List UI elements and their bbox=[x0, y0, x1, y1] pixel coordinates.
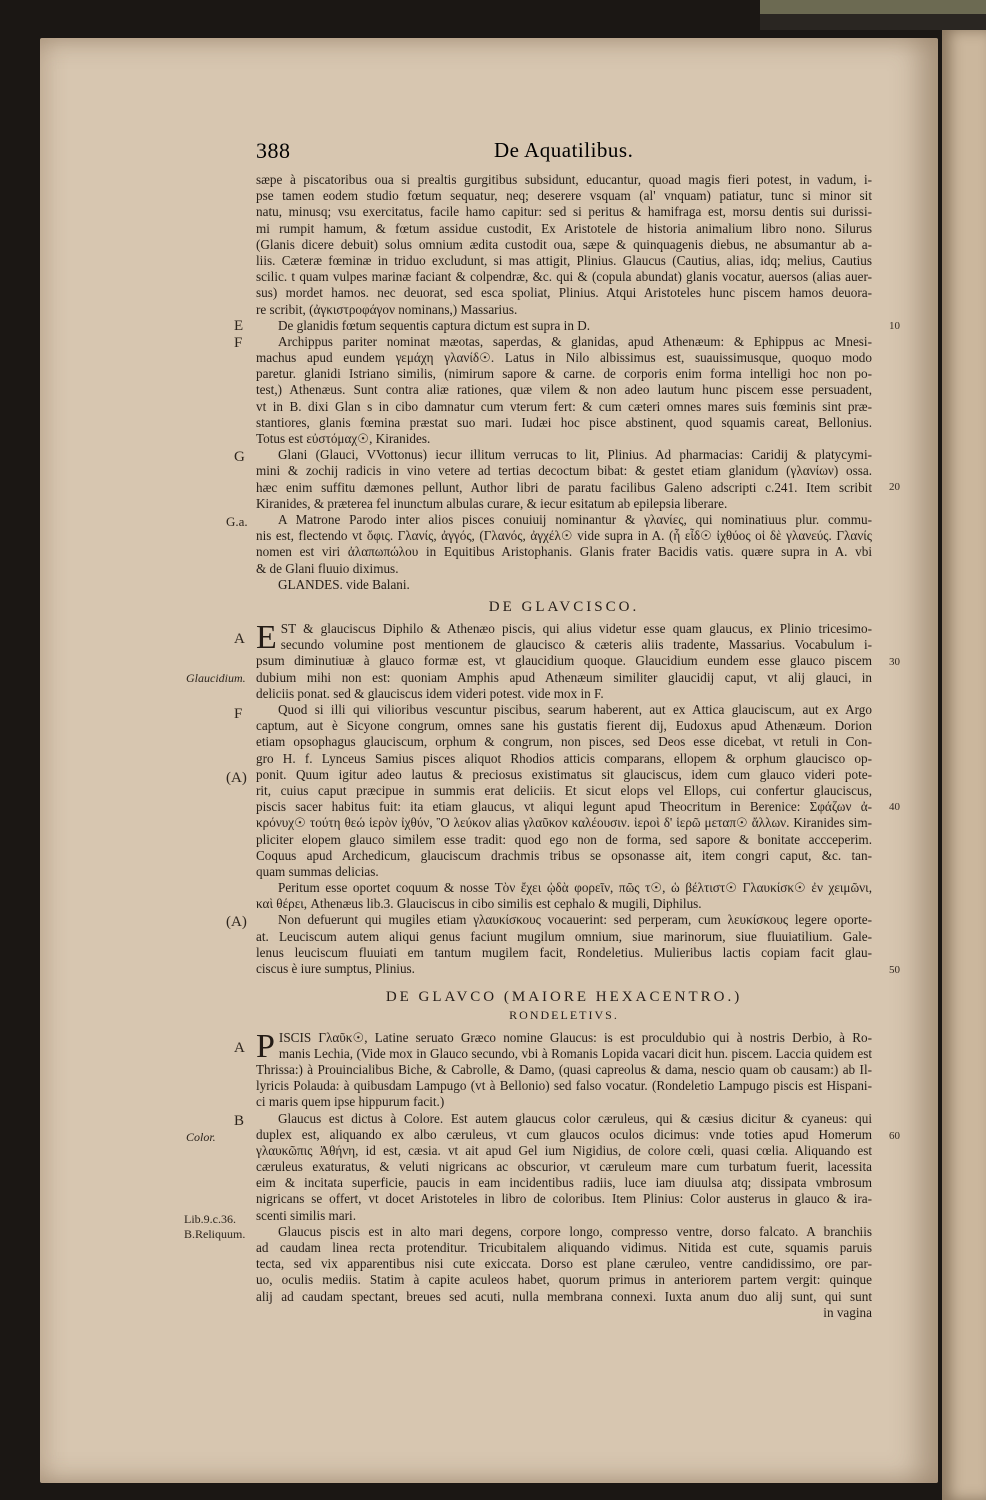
text-line: ad caudam linea recta protenditur. Tricubitalem aliquando vidimus. Nitida est cute, squamis paruis bbox=[256, 1240, 872, 1256]
page-number: 388 bbox=[256, 138, 291, 163]
text-line: etiam opsophagus glauciscum, orphum & congrum, non pisces, sed Deos esse dicebat, vt retuli in Con- bbox=[256, 734, 872, 750]
text-line: liis. Cæteræ fœminæ in triduo excludunt, si mas attigit, Plinius. Glaucus (Cautius, alias, idq; melius, Cautius bbox=[256, 252, 872, 268]
text-line: Coquus apud Archedicum, glauciscum drachmis tribus se opsonasse ait, item congri caput, &c. tan- bbox=[256, 847, 872, 863]
text-line: mi rumpit hamum, & fœtum assidue custodit, Ex Aristotele de historia animalium libro nono. Silurus bbox=[256, 220, 872, 236]
text-line: tecta, sed vix apparentibus nisi cute exiccata. Dorso est plane cæruleo, ventre candidissimo, ore par- bbox=[256, 1256, 872, 1272]
page-body bbox=[184, 172, 900, 1321]
text-line: psum diminutiuæ à glauco formæ est, vt glaucidium quoque. Glaucidium eundem esse glauco piscem bbox=[256, 653, 872, 669]
text-line: καὶ θέρει, Athenæus lib.3. Glauciscus in cibo similis est cephalo & mugili, Diphilus. bbox=[256, 896, 702, 912]
text-line: lenus leuciscum fluuiati em tantum mugilem facit, Rondeletius. Mulieribus lactis copiam facit glau- bbox=[256, 944, 872, 960]
paragraph-7 bbox=[256, 880, 872, 912]
margin-letter-paren-a: (A) bbox=[226, 770, 247, 787]
facing-page-edge bbox=[942, 30, 986, 1500]
margin-letter-g: G bbox=[234, 449, 245, 466]
line-number: 60 bbox=[889, 1129, 900, 1142]
text-line: ciscus è iure sumptus, Plinius. bbox=[256, 961, 415, 977]
glandes-line: GLANDES. vide Balani. bbox=[278, 576, 410, 592]
text-line: Totus est εὐστόμαχ☉, Kiranides. bbox=[256, 431, 431, 446]
text-line: Archippus pariter nominat mæotas, saperdas, & glanidas, apud Athenæum: & Ephippus ac Mnesi- bbox=[278, 333, 872, 349]
drop-cap-e: E bbox=[256, 619, 277, 657]
text-line: eim & incitata superficie, paucis in eam incidentibus radiis, luce iam diuulsa atq; dissipata vmbrosum bbox=[256, 1175, 872, 1191]
line-number: 40 bbox=[889, 801, 900, 814]
text-line: Kiranides, & præterea fel inunctum albulas curare, & iecur esitatum ab epilepsia liberare. bbox=[256, 495, 728, 511]
text-line: Peritum esse oportet coquum & nosse Τὸν ἔχει ᾠδὰ φορεῖν, πῶς τ☉, ὡ βέλτιστ☉ Γλαυκίσκ☉ ἐν χειμῶνι, bbox=[278, 880, 872, 896]
text-line: natu, minusq; vsu exercitatus, facile hamo capitur: sed si peritus & hamifraga est, morsu dentis sui durissi- bbox=[256, 204, 872, 220]
margin-letter-a: A bbox=[234, 631, 245, 648]
text-line: re scribit, (ἀγκιστροφάγον nominans,) Massarius. bbox=[256, 301, 518, 317]
text-line: at. Leuciscum autem aliqui genus faciunt mugilum omnium, siue marinorum, siue fluuiatilium. Gale- bbox=[256, 928, 872, 944]
book-edge bbox=[760, 0, 986, 30]
text-line: Non defuerunt qui mugiles etiam γλαυκίσκους vocauerint: sed perperam, cum λευκίσκους legere oporte- bbox=[278, 912, 872, 928]
text-line: Glaucus piscis est in alto mari degens, corpore longo, compresso ventre, dorso falcato. A branchiis bbox=[278, 1223, 872, 1239]
margin-letter-f: F bbox=[234, 706, 243, 723]
text-line: hæc enim suffitu dæmones pellunt, Author libri de paratu facilibus Galeno adscripti c.241. Item scribit bbox=[256, 479, 872, 495]
text-line: dubium mihi non est: quoniam Amphis apud Athenæum similiter glaucidij caput, vt alij glauci, in bbox=[256, 669, 872, 685]
text-line: paretur. glanidi Istriano similis, (nimirum sapore & carne. de corporis enim forma intelligi hoc non po- bbox=[256, 366, 872, 382]
text-line: scilic. t quam vulpes marinæ faciant & colpendræ, &c. qui & (copula abundat) glanis vocatur, auersos (alias auer- bbox=[256, 269, 872, 285]
text-line: vt in B. dixi Glan s in cibo damnatur cum vterum fert: & cum cæteri omnes mares suis fœminis sint præ- bbox=[256, 398, 872, 414]
drop-cap-p: P bbox=[256, 1027, 275, 1065]
text-line: γλαυκῶπις Ἀθήνη, id est, cæsia. vt ait apud Gel ium Nigidius, de colore cœli, quasi cœlia. Aliquando est bbox=[256, 1142, 872, 1158]
text-line: nomen est viri ἀλαπωπώλου in Equitibus Aristophanis. Glanis frater Bacidis vatis. quære supra in A. vbi bbox=[256, 544, 872, 560]
text-line: De glanidis fœtum sequentis captura dictum est supra in D. bbox=[278, 317, 591, 333]
line-number: 20 bbox=[889, 481, 900, 494]
text-line: stantiores, glanis fœmina præstat suo mari. Iudæi hoc pisce abstinent, quod squamis careat, Bellonius. bbox=[256, 414, 872, 430]
text-line: (Glanis dicere debuit) solus omnium ædita custodit oua, sæpe & quinquagenis diebus, ne absumantur ab a- bbox=[256, 236, 872, 252]
text-line: Thrissa:) à Prouincialibus Biche, & Cabrolle, & Damo, (quasi capreolus & dama, nescio quam ob causam:) ab Il- bbox=[256, 1061, 872, 1077]
text-line: scenti similis mari. bbox=[256, 1207, 356, 1223]
text-line: pse tamen eodem studio fœtum sequatur, neq; deserere vsquam (al' vnquam) patiatur, tunc si minor sit bbox=[256, 188, 872, 204]
text-line: secundo volumine post mentionem de glaucisco & cæteris aliis tradente, Massarius. Vocabulum i- bbox=[280, 637, 872, 653]
text-line: ci maris quem ipse hippurum facit.) bbox=[256, 1094, 445, 1110]
text-line: A Matrone Parodo inter alios pisces conuiuij nominantur & γλανίες, qui nominatiuus plur. commu- bbox=[278, 511, 872, 527]
text-line: ST & glauciscus Diphilo & Athenæo piscis, qui alius videtur esse quam glaucus, ex Plinio tricesimo- bbox=[280, 621, 872, 637]
margin-note-lib: Lib.9.c.36. bbox=[184, 1211, 236, 1226]
paragraph-5 bbox=[186, 619, 900, 702]
text-line: rit, cuius caput præcipue in summis erat deliciis. Et sicut elops vel Ellops, cui confertur glauciscus, bbox=[256, 782, 872, 798]
text-line: machus apud eundem γεμάχη γλανίδ☉. Latus in Nilo albissimus est, suauissimusque, quoquo modo bbox=[256, 350, 872, 366]
text-line: cæruleus exaturatus, & veluti nigricans ac obscurior, vt cæruleum mare cum turbatum fuerit, lacessita bbox=[256, 1159, 872, 1175]
margin-letter-b: B bbox=[234, 1112, 245, 1129]
line-number: 50 bbox=[889, 964, 900, 977]
text-line: lyricis Polauda: à quibusdam Lampugo (vt à Bellonio) sed falso vocatur. (Rondeletio Lampugo piscis est Hispani- bbox=[256, 1078, 872, 1094]
paragraph-2 bbox=[234, 317, 900, 448]
text-line: alij ad caudam spectant, breues sed acuti, nulla membrana connexi. Iuxta anum duo alij sunt, qui sunt bbox=[256, 1288, 872, 1304]
text-line: nis est, flectendo vt ὄφις. Γλανίς, ἀγγός, (Γλανός, ἀγχέλ☉ vide supra in A. (ἧ εἶδ☉ ἰχθύος οἱ δὲ γλανεύς. Γλανίς bbox=[256, 528, 872, 544]
paragraph-3 bbox=[234, 447, 900, 512]
section-heading-glauco: DE GLAVCO (MAIORE HEXACENTRO.) bbox=[385, 989, 743, 1006]
text-line: Quod si illi qui vilioribus vescuntur piscibus, searum haberent, aut ex Attica glauciscum, aut ex Argo bbox=[278, 702, 872, 718]
margin-letter-a: A bbox=[234, 1039, 245, 1056]
margin-note-b-reliquum: B.Reliquum. bbox=[184, 1226, 246, 1241]
paragraph-8 bbox=[226, 912, 900, 977]
text-line: deliciis ponat. sed & glauciscus idem videri potest. vide mox in F. bbox=[256, 685, 604, 701]
text-line: pliciter elopem glauco similem esse tradit: quod ego non de forma, sed sapore & bonitate accceperim. bbox=[256, 831, 872, 847]
text-line: κρόνυχ☉ τούτη θεώ ἱερὸν ἰχθύν, Ὃ λεύκον alias γλαῦκον καλέουσιν. ἱεροὶ δ' ἱερῶ μεταπ☉ ἄλλων. Kiranides sim- bbox=[256, 815, 872, 831]
page-header bbox=[256, 138, 872, 164]
binding-cloth bbox=[760, 0, 986, 14]
text-line: manis Lechia, (Vide mox in Glauco secundo, vbi à Romanis Lopida vacari dicit hun. piscem. Laccia quidem est bbox=[278, 1045, 872, 1061]
section-heading-glaucisco: DE GLAVCISCO. bbox=[488, 598, 640, 615]
text-line: ponit. Quum igitur adeo lautus & preciosus existimatus sit glauciscus, idem cum glauco videri pote- bbox=[256, 766, 872, 782]
section-subheading-rondeletius: RONDELETIVS. bbox=[509, 1008, 619, 1023]
text-line: piscis sacer habitus fuit: ita etiam glaucus, vt aliqui legunt apud Theocritum in Berenice: Σφάζων ἀ- bbox=[256, 799, 872, 815]
text-line: Glaucus est dictus à Colore. Est autem glaucus color cæruleus, qui & cæsius dicitur & cyaneus: qui bbox=[278, 1110, 872, 1126]
paragraph-1 bbox=[256, 172, 872, 318]
text-line: uo, oculis mediis. Statim à capite aculeos habet, quorum primus in anteriorem partem vergit: quinque bbox=[256, 1272, 872, 1288]
text-line: Glani (Glauci, VVottonus) iecur illitum verrucas to lit, Plinius. Ad pharmacias: Caridij & platycymi- bbox=[278, 447, 872, 463]
text-line: sus) mordet hamos. nec deuorat, sed esca spoliat, Plinius. Atqui Aristoteles hunc piscem hamos deuora- bbox=[256, 285, 872, 301]
text-line: duplex est, aliquando ex albo cæruleus, vt cum glaucos oculos dicimus: vnde toties apud Homerum bbox=[256, 1126, 872, 1142]
text-line: gro H. f. Lynceus Samius pisces aliquot Rhodios atticis comparans, ellopem & orphum glaucisco op- bbox=[256, 750, 872, 766]
margin-note-glaucidium: Glaucidium. bbox=[186, 671, 246, 686]
text-line: test,) Athenæus. Sunt contra aliæ rationes, quæ vilem & non adeo lautum hunc piscem esse persuadent, bbox=[256, 382, 872, 398]
paragraph-4 bbox=[226, 511, 872, 593]
paragraph-6 bbox=[226, 702, 900, 880]
line-number: 10 bbox=[889, 319, 900, 332]
running-title: De Aquatilibus. bbox=[494, 138, 634, 162]
text-line: captum, aut è Sicyone congrum, omnes sane his gustatis fierent dij, Eudoxus apud Athenæum. Dorion bbox=[256, 718, 872, 734]
margin-letter-ga: G.a. bbox=[226, 513, 248, 529]
text-line: ISCIS Γλαῦκ☉, Latine seruato Græco nomine Glaucus: is est proculdubio qui à nostris Derbio, à Ro- bbox=[278, 1029, 872, 1045]
text-line: nigricans se offert, vt docet Aristoteles in libro de coloribus. Item Plinius: Color austerus in glauco & ira- bbox=[256, 1191, 872, 1207]
margin-note-color: Color. bbox=[186, 1129, 216, 1144]
text-line: quam summas delicias. bbox=[256, 863, 379, 879]
text-line: sæpe à piscatoribus oua si prealtis gurgitibus subsidunt, educantur, quoad magis fieri potest, in vadum, i- bbox=[256, 172, 872, 187]
margin-letter-f: F bbox=[234, 334, 243, 351]
paragraph-9 bbox=[234, 1027, 872, 1111]
line-number: 30 bbox=[889, 656, 900, 669]
catchword: in vagina bbox=[823, 1304, 872, 1320]
text-line: mini & zochij radicis in vino vetere ad tertias decoctum bibat: & gestet etiam glanidum (γλανίων) ossa. bbox=[256, 463, 872, 479]
margin-letter-paren-a: (A) bbox=[226, 914, 247, 931]
text-line: & de Glani fluuio diximus. bbox=[256, 560, 399, 576]
margin-letter-e: E bbox=[234, 317, 244, 334]
